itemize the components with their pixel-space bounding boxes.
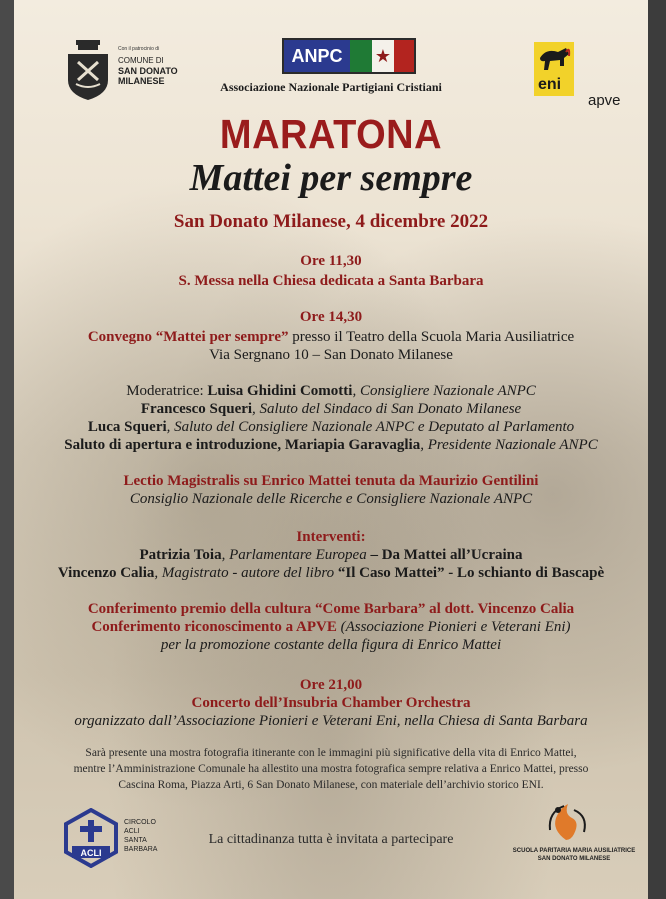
speaker-francesco-squeri <box>14 400 648 418</box>
talk-title: “Il Caso Mattei” - Lo schianto di Bascapè <box>334 565 605 581</box>
convegno-title: Convegno “Mattei per sempre” <box>87 329 289 345</box>
patrocinio-text: Con il patrocinio di <box>118 46 160 52</box>
event-poster <box>14 0 648 899</box>
acli-line: SANTA <box>124 837 147 844</box>
speaker-name: Luca Squeri <box>87 419 167 435</box>
interventi-heading: Interventi: <box>296 529 366 545</box>
scuola-maria-ausiliatrice-logo <box>504 800 644 868</box>
star-icon: ★ <box>372 40 394 72</box>
time-1130: Ore 11,30 <box>300 253 362 269</box>
moderatrice-role: , Consigliere Nazionale ANPC <box>352 383 536 399</box>
speaker-name: Patrizia Toia <box>139 547 222 563</box>
anpc-logo <box>282 38 416 74</box>
scuola-line2: SAN DONATO MILANESE <box>537 856 611 862</box>
poster-title: MARATONA <box>219 112 443 158</box>
moderatrice-line <box>14 382 648 400</box>
moderatrice-name: Luisa Ghidini Comotti <box>207 383 353 399</box>
speaker-luca-squeri <box>14 418 648 436</box>
convegno-location: presso il Teatro della Scuola Maria Ausiliatrice <box>288 329 575 345</box>
speaker-name: Francesco Squeri <box>140 401 253 417</box>
intervento-toia <box>14 546 648 564</box>
speaker-role: , Saluto del Consigliere Nazionale ANPC e Deputato al Parlamento <box>166 419 575 435</box>
convegno-line <box>14 328 648 346</box>
promozione-line: per la promozione costante della figura di Enrico Mattei <box>160 637 502 653</box>
moderatrice-label: Moderatrice: <box>126 383 208 399</box>
mostra-line-2: mentre l’Amministrazione Comunale ha allestito una mostra fotografica sempre relativa a Enrico Mattei, presso <box>73 763 589 775</box>
time-1430: Ore 14,30 <box>299 309 363 325</box>
six-legged-dog-icon <box>536 44 572 74</box>
speaker-role: , Saluto del Sindaco di San Donato Milanese <box>252 401 522 417</box>
messa-text: S. Messa nella Chiesa dedicata a Santa Barbara <box>178 273 484 289</box>
scuola-line1: SCUOLA PARITARIA MARIA AUSILIATRICE <box>512 848 636 854</box>
speaker-role: , Magistrato - autore del libro <box>154 565 335 581</box>
speaker-role: , Parlamentare Europea <box>221 547 367 563</box>
speaker-name: Vincenzo Calia <box>57 565 155 581</box>
intervento-calia <box>14 564 648 582</box>
talk-title: – Da Mattei all’Ucraina <box>366 547 523 563</box>
comune-san-donato-logo <box>66 40 186 110</box>
event-date: San Donato Milanese, 4 dicembre 2022 <box>173 211 489 232</box>
poster-subtitle: Mattei per sempre <box>189 157 473 199</box>
speaker-role: , Presidente Nazionale ANPC <box>420 437 598 453</box>
concerto-organizer: organizzato dall’Associazione Pionieri e Veterani Eni, nella Chiesa di Santa Barbara <box>74 713 588 729</box>
eni-text: eni <box>538 76 562 93</box>
background-edge <box>648 0 666 899</box>
mostra-line-1: Sarà presente una mostra fotografia itinerante con le immagini più significative della vita di Enrico Mattei, <box>85 747 577 759</box>
mostra-line-3: Cascina Roma, Piazza Arti, 6 San Donato Milanese, con materiale dell’archivio storico ENI. <box>118 779 544 791</box>
concerto-title: Concerto dell’Insubria Chamber Orchestra <box>191 695 471 711</box>
riconoscimento-text: Conferimento riconoscimento a APVE <box>91 619 337 635</box>
comune-line1: COMUNE DI <box>118 56 164 65</box>
riconoscimento-line <box>14 618 648 636</box>
riconoscimento-org: (Associazione Pionieri e Veterani Eni) <box>336 619 571 635</box>
invitation-line: La cittadinanza tutta è invitata a partecipare <box>208 832 454 847</box>
acli-line: CIRCOLO <box>124 819 156 826</box>
acli-line: BARBARA <box>124 846 158 853</box>
flame-heart-icon <box>544 800 594 846</box>
convegno-address: Via Sergnano 10 – San Donato Milanese <box>209 347 453 363</box>
comune-line3: MILANESE <box>118 76 165 86</box>
eni-apve-logo <box>534 42 634 112</box>
speaker-name: Saluto di apertura e introduzione, Mariapia Garavaglia <box>64 437 421 453</box>
anpc-badge: ANPC <box>284 40 350 72</box>
apve-text: apve <box>588 92 621 109</box>
anpc-subtitle: Associazione Nazionale Partigiani Cristiani <box>220 80 442 94</box>
comune-line2: SAN DONATO <box>118 66 178 76</box>
lectio-title: Lectio Magistralis su Enrico Mattei tenuta da Maurizio Gentilini <box>123 473 539 489</box>
lectio-role: Consiglio Nazionale delle Ricerche e Consigliere Nazionale ANPC <box>129 491 533 507</box>
speaker-garavaglia <box>14 436 648 454</box>
time-2100: Ore 21,00 <box>299 677 363 693</box>
acli-line: ACLI <box>124 828 140 835</box>
premio-line: Conferimento premio della cultura “Come Barbara” al dott. Vincenzo Calia <box>87 601 575 617</box>
acli-badge: ACLI <box>80 848 102 858</box>
